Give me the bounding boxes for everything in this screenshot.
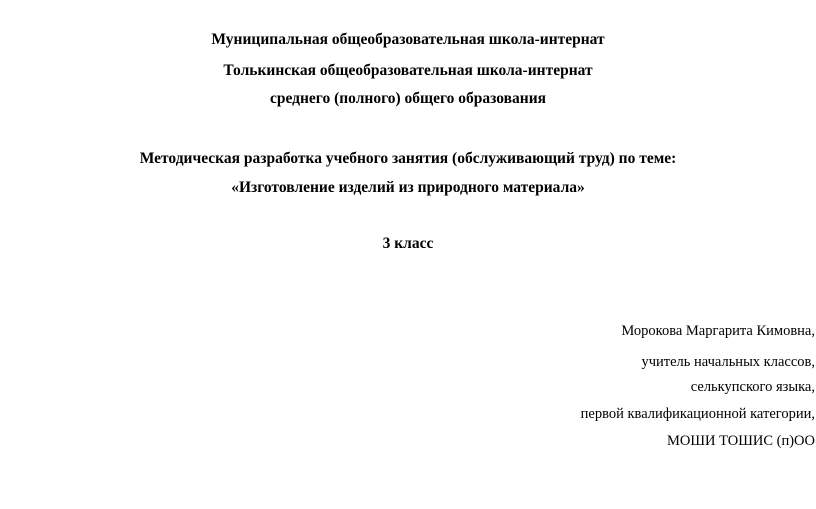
- author-name: Морокова Маргарита Кимовна,: [621, 323, 815, 339]
- grade-label: 3 класс: [382, 235, 434, 252]
- school-name-line-3: среднего (полного) общего образования: [269, 90, 547, 107]
- school-name-line-2: Толькинская общеобразовательная школа-интернат: [223, 62, 593, 79]
- document-title-line-2: «Изготовление изделий из природного материала»: [231, 179, 585, 196]
- author-category: первой квалификационной категории,: [580, 406, 815, 422]
- document-title-line-1: Методическая разработка учебного занятия (обслуживающий труд) по теме:: [139, 150, 677, 167]
- school-name-line-1: Муниципальная общеобразовательная школа-интернат: [211, 31, 605, 48]
- author-subject: селькупского языка,: [690, 379, 815, 395]
- author-school: МОШИ ТОШИС (п)ОО: [667, 433, 815, 449]
- author-position: учитель начальных классов,: [641, 354, 815, 370]
